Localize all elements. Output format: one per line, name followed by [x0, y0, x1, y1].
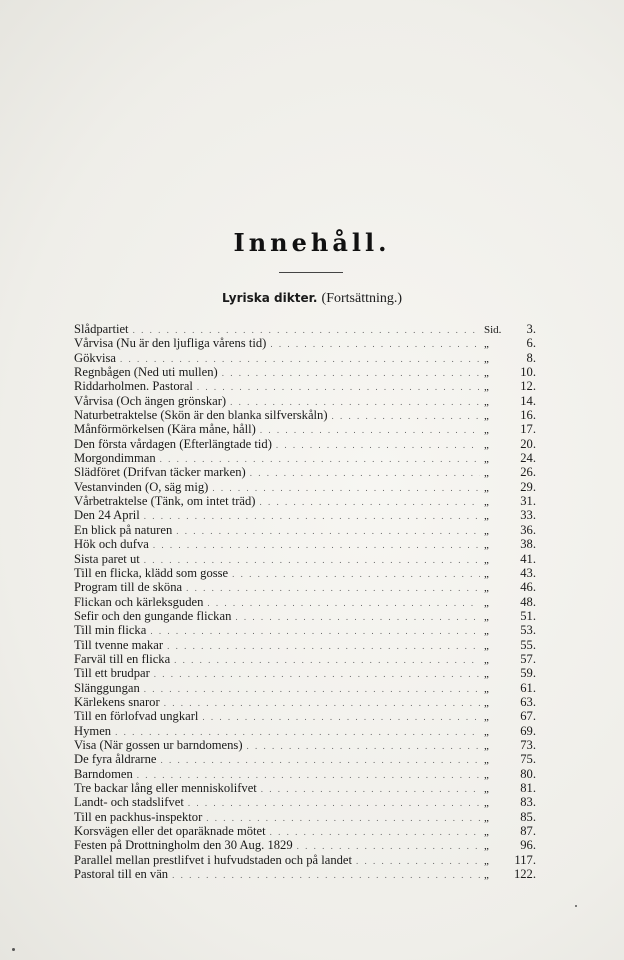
toc-entry-title: Kärlekens snaror: [74, 694, 160, 709]
toc-entry: [74, 523, 536, 537]
toc-entry-page: 24.: [520, 451, 536, 466]
toc-leader-dots: [188, 796, 480, 810]
section-heading-note: (Fortsättning.): [321, 291, 403, 306]
toc-entry-title: De fyra åldrarne: [74, 752, 157, 767]
toc-entry-marker: „: [484, 510, 489, 523]
toc-entry: [74, 767, 536, 781]
toc-entry: [74, 724, 536, 738]
toc-entry-title: Vestanvinden (O, säg mig): [74, 479, 209, 494]
toc-leader-dots: [153, 538, 480, 552]
toc-entry-page: 14.: [520, 393, 536, 408]
toc-leader-dots: [356, 854, 480, 868]
toc-entry-marker: „: [484, 668, 489, 681]
toc-entry-marker: „: [484, 496, 489, 509]
toc-entry: [74, 379, 536, 393]
toc-leader-dots: [232, 567, 480, 581]
toc-entry: [74, 709, 536, 723]
toc-entry-title: Den första vårdagen (Efterlängtade tid): [74, 436, 272, 451]
toc-entry: [74, 537, 536, 551]
toc-entry: [74, 422, 536, 436]
toc-entry-page: 75.: [520, 752, 536, 767]
page-title: Innehåll.: [233, 228, 391, 257]
toc-entry-title: Farväl till en flicka: [74, 651, 171, 666]
toc-entry-marker: „: [484, 639, 489, 652]
toc-entry-title: Månförmörkelsen (Kära måne, håll): [74, 422, 256, 437]
toc-entry-page: 69.: [520, 723, 536, 738]
table-of-contents: [74, 322, 536, 881]
toc-entry-title: Parallel mellan prestlifvet i hufvudstaden och på landet: [74, 852, 353, 867]
toc-leader-dots: [297, 839, 480, 853]
toc-entry-marker: „: [484, 596, 489, 609]
toc-entry-marker: „: [484, 567, 489, 580]
toc-entry: [74, 552, 536, 566]
toc-entry-marker: Sid.: [484, 324, 502, 336]
toc-entry-title: Till en flicka, klädd som gosse: [74, 565, 229, 580]
toc-entry-marker: „: [484, 826, 489, 839]
toc-entry-marker: „: [484, 725, 489, 738]
toc-entry-marker: „: [484, 424, 489, 437]
toc-entry: [74, 652, 536, 666]
toc-entry: [74, 480, 536, 494]
toc-entry-page: 55.: [520, 637, 536, 652]
toc-leader-dots: [270, 337, 480, 351]
toc-entry-marker: „: [484, 797, 489, 810]
toc-entry-title: Vårvisa (Och ängen grönskar): [74, 393, 227, 408]
toc-entry-title: Till tvenne makar: [74, 637, 164, 652]
toc-leader-dots: [144, 553, 480, 567]
toc-entry: [74, 465, 536, 479]
toc-entry-title: Hymen: [74, 723, 112, 738]
toc-entry-marker: „: [484, 696, 489, 709]
toc-entry: [74, 781, 536, 795]
toc-entry-marker: „: [484, 610, 489, 623]
toc-entry-page: 26.: [520, 465, 536, 480]
paper-speck: [575, 905, 577, 907]
paper-speck: [12, 948, 15, 951]
toc-leader-dots: [270, 825, 480, 839]
toc-entry-marker: „: [484, 453, 489, 466]
toc-entry-title: Riddarholmen. Pastoral: [74, 379, 193, 394]
toc-entry-page: 73.: [520, 737, 536, 752]
toc-entry-title: Morgondimman: [74, 451, 156, 466]
toc-leader-dots: [250, 466, 480, 480]
toc-entry-marker: „: [484, 481, 489, 494]
toc-leader-dots: [206, 811, 480, 825]
toc-entry-page: 67.: [520, 709, 536, 724]
toc-leader-dots: [259, 495, 480, 509]
toc-entry-marker: „: [484, 553, 489, 566]
toc-entry-page: 61.: [520, 680, 536, 695]
toc-entry-marker: „: [484, 367, 489, 380]
toc-entry-page: 80.: [520, 766, 536, 781]
toc-entry-page: 57.: [520, 651, 536, 666]
toc-leader-dots: [332, 409, 480, 423]
toc-entry: [74, 738, 536, 752]
toc-entry-page: 59.: [520, 666, 536, 681]
toc-entry-page: 51.: [520, 608, 536, 623]
toc-entry: [74, 681, 536, 695]
toc-entry-title: En blick på naturen: [74, 522, 173, 537]
toc-leader-dots: [276, 438, 480, 452]
toc-entry-title: Gökvisa: [74, 350, 116, 365]
toc-leader-dots: [230, 395, 480, 409]
toc-entry-page: 81.: [520, 781, 536, 795]
toc-leader-dots: [235, 610, 480, 624]
toc-leader-dots: [154, 667, 480, 681]
toc-entry: [74, 580, 536, 594]
toc-entry-marker: „: [484, 783, 489, 795]
toc-leader-dots: [120, 352, 480, 366]
toc-entry-page: 48.: [520, 594, 536, 609]
toc-entry: [74, 351, 536, 365]
toc-entry-marker: „: [484, 711, 489, 724]
toc-entry-title: Festen på Drottningholm den 30 Aug. 1829: [74, 838, 293, 853]
toc-entry-marker: „: [484, 682, 489, 695]
toc-entry-marker: „: [484, 338, 489, 351]
toc-entry-title: Visa (När gossen ur barndomens): [74, 737, 243, 752]
toc-entry-marker: „: [484, 352, 489, 365]
title-divider: [279, 272, 343, 273]
toc-entry-title: Flickan och kärleksguden: [74, 594, 204, 609]
toc-entry-page: 122.: [513, 867, 536, 882]
toc-leader-dots: [174, 653, 480, 667]
toc-entry: [74, 595, 536, 609]
toc-entry-marker: „: [484, 625, 489, 638]
toc-leader-dots: [115, 725, 480, 739]
toc-entry-marker: „: [484, 768, 489, 781]
toc-entry-marker: „: [484, 381, 489, 394]
toc-entry: [74, 623, 536, 637]
toc-entry-title: Vårvisa (Nu är den ljufliga vårens tid): [74, 336, 267, 351]
toc-entry-marker: „: [484, 754, 489, 767]
toc-leader-dots: [160, 452, 480, 466]
toc-entry-marker: „: [484, 410, 489, 423]
toc-entry-page: 31.: [520, 494, 536, 509]
toc-leader-dots: [172, 868, 480, 882]
toc-leader-dots: [222, 366, 480, 380]
toc-leader-dots: [144, 682, 480, 696]
toc-entry-page: 53.: [520, 623, 536, 638]
toc-entry-marker: „: [484, 524, 489, 537]
toc-entry-page: 41.: [520, 551, 536, 566]
toc-leader-dots: [161, 753, 480, 767]
toc-entry-title: Den 24 April: [74, 508, 140, 523]
toc-entry-page: 96.: [520, 838, 536, 853]
toc-leader-dots: [186, 581, 480, 595]
toc-entry-page: 10.: [520, 365, 536, 380]
toc-entry-title: Till ett brudpar: [74, 666, 150, 681]
toc-entry-page: 8.: [526, 350, 536, 365]
toc-entry-title: Sefir och den gungande flickan: [74, 608, 232, 623]
toc-entry: [74, 810, 536, 824]
toc-entry-title: Korsvägen eller det oparäknade mötet: [74, 824, 266, 839]
toc-leader-dots: [167, 639, 480, 653]
toc-entry: [74, 508, 536, 522]
toc-entry-title: Naturbetraktelse (Skön är den blanka silfverskåln): [74, 408, 328, 423]
toc-leader-dots: [261, 782, 480, 796]
toc-entry-title: Landt- och stadslifvet: [74, 795, 184, 810]
toc-entry-page: 20.: [520, 436, 536, 451]
toc-entry-page: 17.: [520, 422, 536, 437]
toc-entry-title: Program till de sköna: [74, 580, 183, 595]
toc-entry-title: Till en packhus-inspektor: [74, 809, 203, 824]
toc-entry: [74, 853, 536, 867]
toc-entry-page: 6.: [526, 336, 536, 351]
toc-entry-marker: „: [484, 854, 489, 867]
toc-entry-page: 16.: [520, 408, 536, 423]
toc-entry: [74, 609, 536, 623]
toc-entry: [74, 494, 536, 508]
toc-entry: [74, 638, 536, 652]
toc-entry-marker: „: [484, 395, 489, 408]
section-heading: [0, 291, 624, 307]
toc-entry: [74, 752, 536, 766]
toc-leader-dots: [202, 710, 480, 724]
toc-entry: [74, 365, 536, 379]
toc-leader-dots: [247, 739, 480, 753]
toc-entry-marker: „: [484, 653, 489, 666]
toc-entry-marker: „: [484, 582, 489, 595]
toc-entry-marker: „: [484, 811, 489, 824]
toc-entry-page: 87.: [520, 824, 536, 839]
toc-leader-dots: [144, 509, 480, 523]
toc-entry-title: Hök och dufva: [74, 537, 149, 552]
toc-entry: [74, 394, 536, 408]
toc-entry-title: Till en förlofvad ungkarl: [74, 709, 199, 724]
toc-entry-title: Regnbågen (Ned uti mullen): [74, 365, 218, 380]
toc-entry-marker: „: [484, 467, 489, 480]
toc-entry: [74, 437, 536, 451]
toc-entry-title: Slådpartiet: [74, 322, 129, 336]
toc-entry: [74, 867, 536, 881]
toc-entry-page: 36.: [520, 522, 536, 537]
toc-entry-page: 46.: [520, 580, 536, 595]
toc-entry-page: 63.: [520, 694, 536, 709]
toc-leader-dots: [150, 624, 480, 638]
toc-leader-dots: [164, 696, 480, 710]
toc-entry-page: 12.: [520, 379, 536, 394]
toc-leader-dots: [197, 380, 480, 394]
toc-entry-page: 83.: [520, 795, 536, 810]
toc-entry-page: 29.: [520, 479, 536, 494]
toc-entry-page: 3.: [526, 322, 536, 336]
toc-entry: [74, 824, 536, 838]
toc-entry-page: 117.: [514, 852, 536, 867]
toc-entry-marker: „: [484, 438, 489, 451]
toc-entry: [74, 566, 536, 580]
toc-leader-dots: [207, 596, 480, 610]
toc-entry-title: Tre backar lång eller menniskolifvet: [74, 781, 257, 795]
toc-entry: [74, 838, 536, 852]
toc-entry: [74, 336, 536, 350]
toc-entry-title: Vårbetraktelse (Tänk, om intet träd): [74, 494, 256, 509]
toc-entry: [74, 408, 536, 422]
toc-entry: [74, 322, 536, 336]
toc-entry-marker: „: [484, 869, 489, 882]
toc-entry-page: 85.: [520, 809, 536, 824]
toc-entry-title: Sista paret ut: [74, 551, 140, 566]
toc-leader-dots: [212, 481, 480, 495]
section-heading-bold: Lyriska dikter.: [221, 291, 318, 305]
toc-entry-title: Slänggungan: [74, 680, 140, 695]
toc-leader-dots: [133, 323, 480, 337]
toc-entry-page: 38.: [520, 537, 536, 552]
toc-leader-dots: [137, 768, 480, 782]
toc-entry-marker: „: [484, 840, 489, 853]
toc-leader-dots: [260, 423, 480, 437]
toc-entry-marker: „: [484, 739, 489, 752]
toc-entry: [74, 666, 536, 680]
toc-entry-marker: „: [484, 539, 489, 552]
toc-entry: [74, 451, 536, 465]
toc-entry: [74, 795, 536, 809]
toc-leader-dots: [176, 524, 480, 538]
toc-entry-title: Slädföret (Drifvan täcker marken): [74, 465, 246, 480]
toc-entry: [74, 695, 536, 709]
toc-entry-page: 43.: [520, 565, 536, 580]
toc-entry-title: Barndomen: [74, 766, 133, 781]
toc-entry-page: 33.: [520, 508, 536, 523]
toc-entry-title: Till min flicka: [74, 623, 147, 638]
toc-entry-title: Pastoral till en vän: [74, 867, 169, 882]
